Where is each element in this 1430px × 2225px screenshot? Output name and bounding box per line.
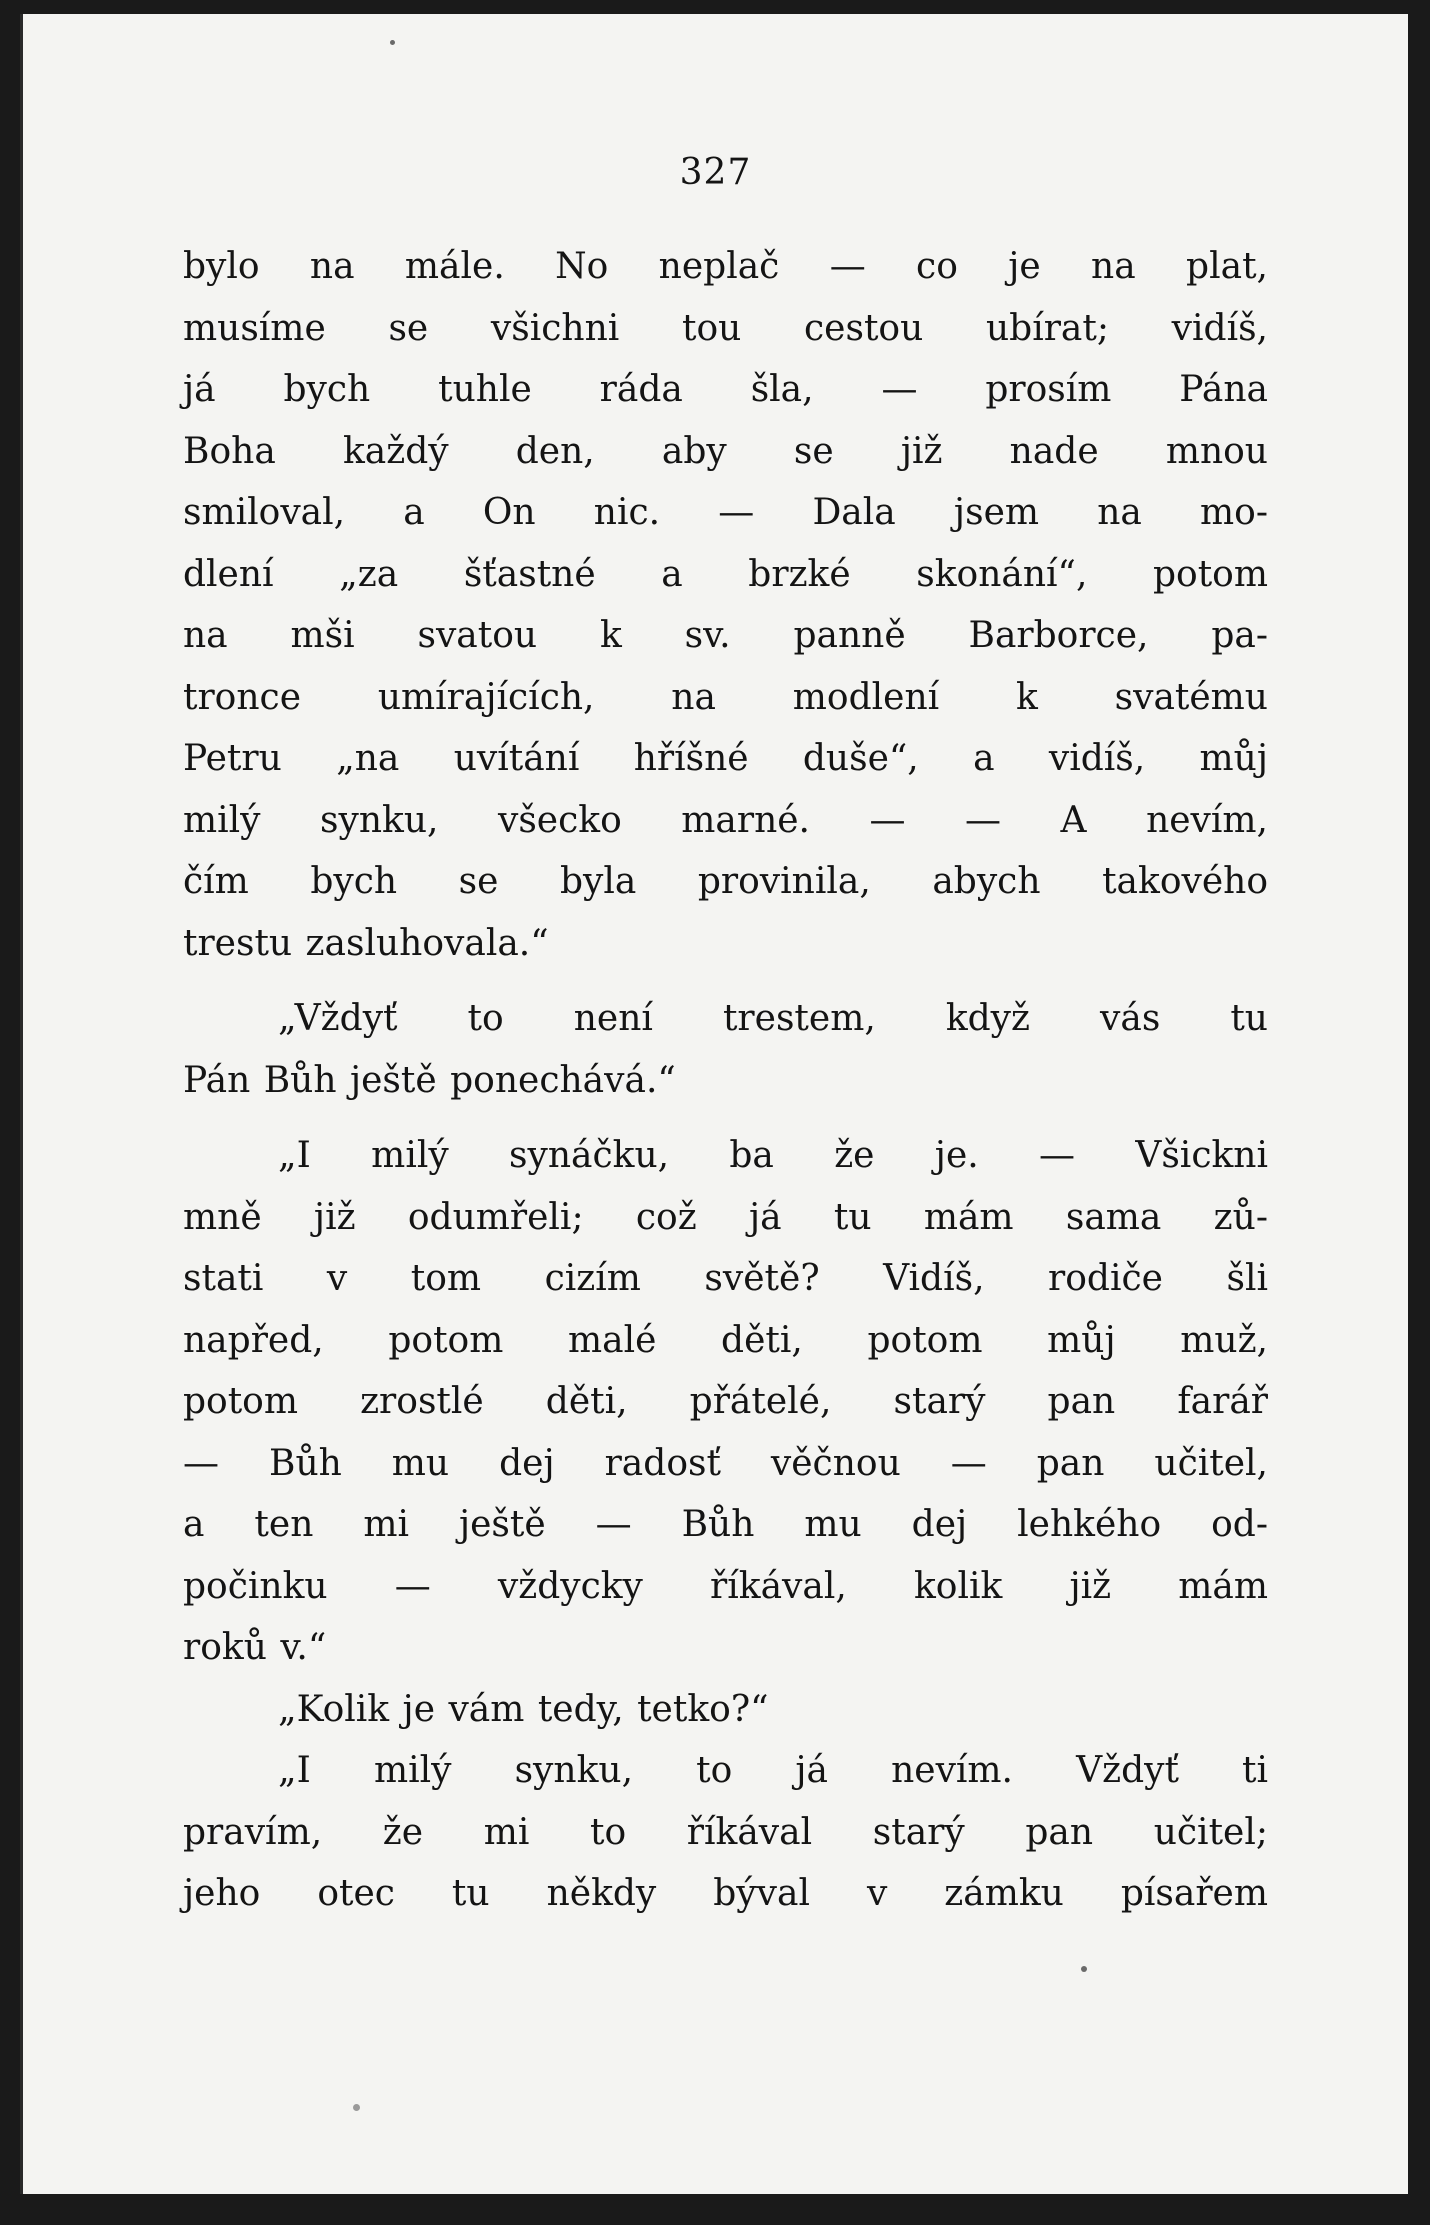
text-line: jeho otec tu někdy býval v zámku písařem bbox=[183, 1873, 1268, 1914]
paragraph bbox=[183, 1679, 1268, 1741]
text-line: Pán Bůh ještě ponechává.“ bbox=[183, 1059, 676, 1101]
body-text bbox=[183, 236, 1268, 1925]
text-line: dlení „za šťastné a brzké skonání“, potom bbox=[183, 553, 1268, 595]
text-line: „Kolik je vám tedy, tetko?“ bbox=[278, 1688, 769, 1730]
text-line: a ten mi ještě — Bůh mu dej lehkého od- bbox=[183, 1504, 1268, 1545]
text-line: smiloval, a On nic. — Dala jsem na mo- bbox=[183, 492, 1268, 533]
text-line: na mši svatou k sv. panně Barborce, pa- bbox=[183, 615, 1268, 656]
book-page bbox=[20, 14, 1408, 2194]
text-line: roků v.“ bbox=[183, 1627, 327, 1668]
text-line: čím bych se byla provinila, abych takového bbox=[183, 861, 1268, 902]
text-line: tronce umírajících, na modlení k svatému bbox=[183, 676, 1268, 718]
text-line: počinku — vždycky říkával, kolik již mám bbox=[183, 1565, 1268, 1607]
text-line: milý synku, všecko marné. — — A nevím, bbox=[183, 799, 1268, 841]
paragraph bbox=[183, 1740, 1268, 1925]
text-line: pravím, že mi to říkával starý pan učitel; bbox=[183, 1811, 1268, 1853]
page-number: 327 bbox=[679, 152, 752, 193]
paragraph-gap bbox=[183, 1111, 1268, 1125]
text-line: trestu zasluhovala.“ bbox=[183, 922, 549, 964]
text-line: „I milý synku, to já nevím. Vždyť ti bbox=[278, 1750, 1268, 1791]
paragraph bbox=[183, 1125, 1268, 1679]
text-line: mně již odumřeli; což já tu mám sama zů- bbox=[183, 1196, 1268, 1238]
text-line: stati v tom cizím světě? Vidíš, rodiče šli bbox=[183, 1258, 1268, 1299]
text-line: „Vždyť to není trestem, když vás tu bbox=[278, 998, 1268, 1039]
scan-speck bbox=[353, 2104, 360, 2111]
text-line: Boha každý den, aby se již nade mnou bbox=[183, 430, 1268, 472]
text-line: „I milý synáčku, ba že je. — Všickni bbox=[278, 1135, 1268, 1176]
text-line: — Bůh mu dej radosť věčnou — pan učitel, bbox=[183, 1442, 1268, 1484]
paragraph bbox=[183, 988, 1268, 1111]
text-line: potom zrostlé děti, přátelé, starý pan farář bbox=[183, 1381, 1268, 1422]
text-line: já bych tuhle ráda šla, — prosím Pána bbox=[183, 369, 1268, 410]
text-line: napřed, potom malé děti, potom můj muž, bbox=[183, 1319, 1268, 1361]
scan-speck bbox=[390, 40, 395, 45]
text-line: musíme se všichni tou cestou ubírat; vidíš, bbox=[183, 307, 1268, 349]
text-line: bylo na mále. No neplač — co je na plat, bbox=[183, 246, 1268, 287]
paragraph bbox=[183, 236, 1268, 974]
text-line: Petru „na uvítání hříšné duše“, a vidíš, můj bbox=[183, 738, 1268, 779]
scan-speck bbox=[1081, 1966, 1087, 1972]
paragraph-gap bbox=[183, 974, 1268, 988]
